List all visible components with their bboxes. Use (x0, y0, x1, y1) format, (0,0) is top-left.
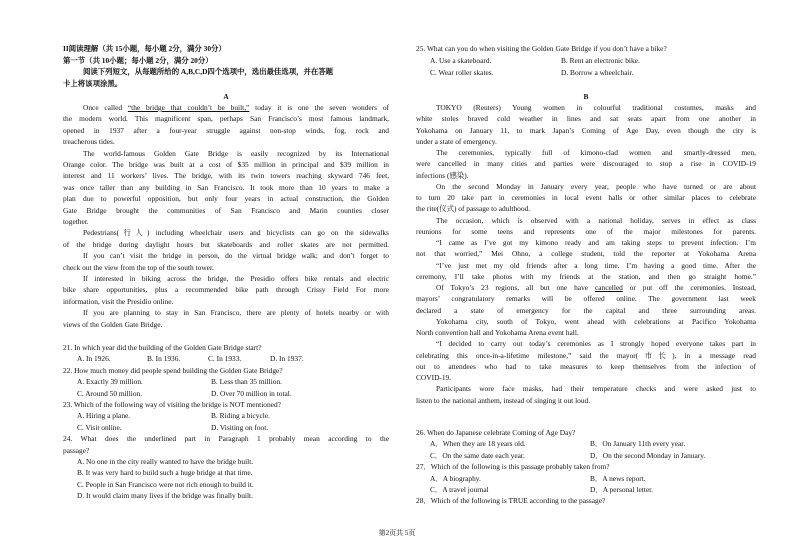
passage-line: mayors’ congratulatory remarks will be offered online. The government last week (416, 294, 756, 304)
passage-line: information, visit the Presidio online. (63, 296, 174, 306)
section-title: II阅读理解（共 15小题，每小题 2分，满分 30分） (63, 44, 226, 53)
answer-option: D. It would claim many lives if the bridge was finally built. (77, 491, 253, 501)
passage-line: Gate Bridge brought the communities of San Francisco and Marin counties closer (63, 205, 389, 215)
answer-option: C. People in San Francisco were not rich enough to build it. (77, 479, 254, 489)
passage-line: views of the Golden Gate Bridge. (63, 319, 163, 329)
passage-line: reunions for some teens and represents one of the major milestones for parents. (416, 226, 756, 236)
passage-line: TOKYO (Reuters) Young women in colourful traditional costumes, masks and (436, 103, 756, 112)
passage-line: The world-famous Golden Gate Bridge is easily recognized by its International (83, 148, 389, 158)
answer-option: B．On January 11th every year. (590, 439, 686, 449)
answer-option: C. Around 50 million. (77, 388, 143, 398)
passage-line: opened in 1937 after a four-year struggle against non-stop winds, fog, rock and (63, 125, 389, 135)
instruction-line-2: 卡上将该项涂黑。 (63, 79, 123, 88)
passage-line: Orange color. The bridge was built at a cost of $35 million in principal and $39 million in (63, 160, 389, 169)
answer-option: A. Use a skateboard. (430, 56, 492, 65)
answer-option: D. In 1937. (270, 354, 304, 364)
passage-line: If you are planning to stay in San Francisco, there are plenty of hotels nearby or with (83, 308, 389, 318)
question-stem: 22. How much money did people spend building the Golden Gate Bridge? (63, 365, 283, 375)
answer-option: B. Rent an electronic bike. (561, 56, 640, 65)
answer-option: D. Over 70 million in total. (211, 388, 292, 398)
text-span: today it is one the seven wonders of (249, 103, 389, 112)
passage-label-b: B (583, 92, 589, 101)
passage-line: of the bridge during daylight hours but skateboards and roller skates are not permitted. (63, 239, 389, 249)
answer-option: C．A travel journal (430, 485, 489, 494)
passage-line: treacherous tides. (63, 137, 115, 147)
answer-option: A. Hiring a plane. (77, 411, 131, 421)
question-stem: passage? (63, 445, 90, 455)
passage-line: COVID-19. (416, 373, 452, 382)
passage-line: The ceremonies, typically full of kimono-clad women and smartly-dressed men, (436, 148, 756, 157)
passage-line: check out the view from the top of the south tower. (63, 262, 214, 272)
passage-line: “I came as I’ve got my kimono ready and am taking steps to prevent infection. I’m (436, 238, 756, 247)
question-stem: 26. When do Japanese celebrate Coming of Age Day? (416, 428, 576, 437)
passage-line: Yokohama on January 11, to mark Japan’s Coming of Age Day, even though the city is (416, 125, 756, 135)
passage-line: infections (感染). (416, 170, 469, 180)
text-span: Once called (83, 103, 128, 112)
answer-option: C．On the same date each year. (430, 450, 525, 460)
passage-line: On the second Monday in January every year, people who have turned or are about (436, 181, 756, 191)
passage-line: celebrating this once-in-a-lifetime milestone,” said the mayor(市长), in a message read (416, 350, 756, 360)
passage-line: Yokohama city, south of Tokyo, went ahead with celebrations at Pacifico Yokohama (436, 316, 756, 326)
passage-line: “I’ve just met my old friends after a long time. I’m having a good time. After the (436, 260, 756, 270)
answer-option: A. Exactly 39 million. (77, 377, 143, 387)
answer-option: B. It was very hard to build such a huge bridge at that time. (77, 468, 253, 478)
passage-line: interest and 11 workers’ lives. The bridge, with its twin towers reaching skyward 746 feet, (63, 171, 389, 181)
passage-line: Participants wore face masks, had their temperature checks and were asked just to (436, 384, 756, 394)
passage-line: “I decided to carry out today’s ceremonies as I strongly hoped everyone takes part in (436, 339, 756, 349)
passage-line: If you can’t visit the bridge in person, do the virtual bridge walk; and don’t forget to (83, 251, 389, 261)
answer-option: A．A biography. (430, 473, 481, 483)
passage-line: ceremony, I’ll take photos with my friends at the station, and then go straight home.” (416, 271, 756, 281)
question-stem: 23. Which of the following way of visiting the bridge is NOT mentioned? (63, 400, 281, 409)
passage-label-a: A (223, 92, 229, 101)
passage-line: white stoles braved cold weather in lines and sat seats apart from one another in (416, 114, 756, 124)
answer-option: C. Wear roller skates. (430, 68, 494, 77)
answer-option: C. In 1933. (208, 354, 242, 364)
passage-line: listen to the national anthem, instead of singing it out loud. (416, 395, 591, 405)
underlined-phrase: cancelled (594, 283, 623, 292)
page-footer: 第2页共 5页 (378, 529, 416, 537)
answer-option: B．A news report. (590, 473, 646, 483)
question-stem: 21. In which year did the building of the Golden Gate Bridge start? (63, 343, 262, 352)
answer-option: D. Borrow a wheelchair. (561, 68, 634, 77)
question-stem: 25. What can you do when visiting the Golden Gate Bridge if you don’t have a bike? (416, 44, 667, 53)
passage-line: North convention hall and Yokohama Arena event hall. (416, 328, 579, 337)
passage-line: to turn 20 take part in ceremonies in local event halls or other similar places to celebrate (416, 193, 756, 202)
answer-option: B. Less than 35 million. (211, 377, 283, 387)
passage-line: not that worried,” Mei Ohno, a college student, told the reporter at Yokohama Arena (416, 249, 756, 259)
part-title: 第一节（共 10小题；每小题 2分，满分 20分） (63, 56, 213, 65)
question-stem: 24. What does the underlined part in Paragraph 1 probably mean according to the (63, 434, 389, 444)
passage-line: The occasion, which is observed with a national holiday, serves in effect as class (436, 215, 756, 225)
instruction-line-1: 阅读下列短文，从每题所给的 A,B,C,D四个选项中，选出最佳选项，并在答题 (83, 67, 334, 76)
passage-line: declared a state of emergency for the capital and three surrounding areas. (416, 305, 756, 315)
passage-line: the rite(仪式) of passage to adulthood. (416, 204, 531, 214)
text-span: or put off the ceremonies. Instead, (622, 283, 756, 292)
question-stem: 28．Which of the following is TRUE according to the passage? (416, 496, 606, 506)
passage-line: out to attendees who had to take measures to keep themselves from the infection of (416, 361, 756, 371)
passage-line (63, 103, 389, 113)
passage-line: bike share opportunities, plus a recommended bike path through Crissy Field For more (63, 285, 389, 295)
answer-option: D．On the second Monday in January. (590, 450, 706, 460)
passage-line: plan due to powerful opposition, but only four years in actual construction, the Golden (63, 194, 389, 204)
passage-line: If interested in biking across the bridge, the Presidio offers bike rentals and electric (83, 274, 389, 283)
text-span: Of Tokyo’s 23 regions, all but one have (436, 283, 595, 292)
answer-option: A．When they are 18 years old. (430, 439, 526, 449)
passage-line (416, 283, 756, 293)
passage-line: together. (63, 217, 89, 226)
underlined-phrase: “the bridge that couldn’t be built,” (127, 103, 250, 112)
passage-line: Pedestrians(行人) including wheelchair users and bicyclists can go on the sidewalks (83, 228, 389, 238)
passage-line: under a state of emergency. (416, 136, 497, 146)
passage-line: were cancelled in many cities and parties were discouraged to stop a rise in COVID-19 (416, 159, 756, 169)
passage-line: was once taller than any building in San Francisco. It took more than 10 years to make a (63, 182, 389, 192)
answer-option: B. Riding a bicycle. (211, 411, 270, 421)
answer-option: C. Visit online. (77, 422, 122, 432)
answer-option: B. In 1936. (147, 354, 181, 364)
answer-option: A. No one in the city really wanted to have the bridge built. (77, 457, 254, 466)
answer-option: A. In 1926. (77, 354, 111, 364)
question-stem: 27．Which of the following is this passage probably taken from? (416, 462, 610, 472)
answer-option: D. Visiting on foot. (211, 422, 269, 432)
answer-option: D．A personal letter. (590, 485, 654, 494)
passage-line: the modern world. This magnificent span, perhaps San Francisco’s most famous landmark, (63, 114, 389, 124)
